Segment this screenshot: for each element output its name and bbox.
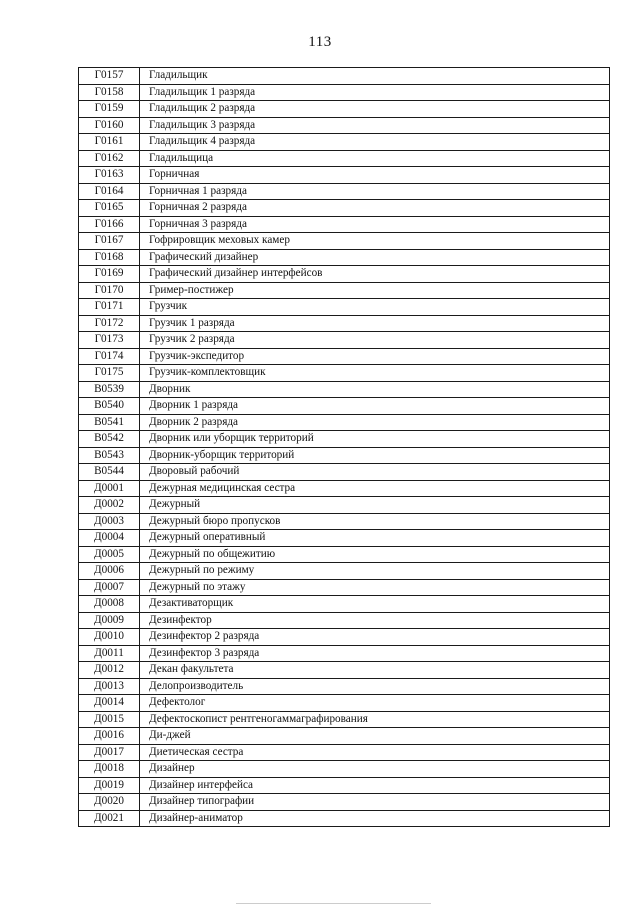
occupation-name-cell: Диетическая сестра	[140, 744, 610, 761]
table-row	[79, 266, 610, 283]
table-row	[79, 794, 610, 811]
occupation-code-cell: Г0174	[79, 348, 140, 365]
occupation-code-cell: Г0165	[79, 200, 140, 217]
occupation-table-body	[79, 68, 610, 827]
table-row	[79, 678, 610, 695]
occupation-name-cell: Дворник 2 разряда	[140, 414, 610, 431]
occupation-name-cell: Графический дизайнер	[140, 249, 610, 266]
table-row	[79, 299, 610, 316]
occupation-name-cell: Гофрировщик меховых камер	[140, 233, 610, 250]
occupation-code-cell: Г0166	[79, 216, 140, 233]
occupation-code-cell: В0542	[79, 431, 140, 448]
occupation-name-cell: Дворовый рабочий	[140, 464, 610, 481]
occupation-code-cell: В0541	[79, 414, 140, 431]
occupation-code-cell: Д0005	[79, 546, 140, 563]
occupation-name-cell: Дезактиваторщик	[140, 596, 610, 613]
table-row	[79, 348, 610, 365]
table-row	[79, 315, 610, 332]
occupation-code-cell: Г0159	[79, 101, 140, 118]
occupation-name-cell: Дежурная медицинская сестра	[140, 480, 610, 497]
table-row	[79, 447, 610, 464]
occupation-code-cell: Д0020	[79, 794, 140, 811]
occupation-code-cell: Д0006	[79, 563, 140, 580]
table-row	[79, 414, 610, 431]
occupation-code-cell: Д0010	[79, 629, 140, 646]
table-row	[79, 546, 610, 563]
occupation-name-cell: Гладильщик	[140, 68, 610, 85]
table-row	[79, 612, 610, 629]
occupation-name-cell: Делопроизводитель	[140, 678, 610, 695]
occupation-name-cell: Грузчик 1 разряда	[140, 315, 610, 332]
table-row	[79, 777, 610, 794]
occupation-code-cell: Г0169	[79, 266, 140, 283]
table-row	[79, 381, 610, 398]
occupation-code-cell: Д0002	[79, 497, 140, 514]
occupation-code-cell: Д0009	[79, 612, 140, 629]
occupation-code-cell: Д0019	[79, 777, 140, 794]
occupation-code-cell: Д0018	[79, 761, 140, 778]
occupation-name-cell: Дежурный по общежитию	[140, 546, 610, 563]
table-row	[79, 332, 610, 349]
occupation-name-cell: Дефектоскопист рентгеногаммаграфирования	[140, 711, 610, 728]
occupation-name-cell: Дефектолог	[140, 695, 610, 712]
table-row	[79, 167, 610, 184]
occupation-code-cell: Д0008	[79, 596, 140, 613]
occupation-name-cell: Дворник 1 разряда	[140, 398, 610, 415]
table-row	[79, 629, 610, 646]
occupation-code-cell: Г0162	[79, 150, 140, 167]
occupation-name-cell: Дежурный	[140, 497, 610, 514]
table-row	[79, 150, 610, 167]
occupation-table-container	[78, 67, 610, 827]
occupation-name-cell: Грузчик	[140, 299, 610, 316]
occupation-name-cell: Дизайнер-аниматор	[140, 810, 610, 827]
table-row	[79, 117, 610, 134]
occupation-code-cell: Г0167	[79, 233, 140, 250]
table-row	[79, 480, 610, 497]
table-row	[79, 744, 610, 761]
table-row	[79, 233, 610, 250]
table-row	[79, 695, 610, 712]
occupation-code-cell: Д0001	[79, 480, 140, 497]
occupation-name-cell: Декан факультета	[140, 662, 610, 679]
occupation-name-cell: Дежурный оперативный	[140, 530, 610, 547]
occupation-code-cell: Г0161	[79, 134, 140, 151]
occupation-name-cell: Грузчик-комплектовщик	[140, 365, 610, 382]
table-row	[79, 711, 610, 728]
table-row	[79, 68, 610, 85]
table-row	[79, 513, 610, 530]
occupation-name-cell: Гладильщик 3 разряда	[140, 117, 610, 134]
occupation-name-cell: Дворник	[140, 381, 610, 398]
occupation-name-cell: Гладильщик 1 разряда	[140, 84, 610, 101]
occupation-name-cell: Графический дизайнер интерфейсов	[140, 266, 610, 283]
table-row	[79, 216, 610, 233]
occupation-code-cell: Г0168	[79, 249, 140, 266]
table-row	[79, 728, 610, 745]
table-row	[79, 183, 610, 200]
table-row	[79, 662, 610, 679]
table-row	[79, 84, 610, 101]
occupation-code-cell: Д0015	[79, 711, 140, 728]
table-row	[79, 761, 610, 778]
table-row	[79, 579, 610, 596]
table-row	[79, 596, 610, 613]
table-row	[79, 398, 610, 415]
occupation-name-cell: Дворник или уборщик территорий	[140, 431, 610, 448]
occupation-code-cell: Г0157	[79, 68, 140, 85]
occupation-code-cell: В0539	[79, 381, 140, 398]
occupation-code-cell: Д0011	[79, 645, 140, 662]
occupation-name-cell: Дежурный по этажу	[140, 579, 610, 596]
occupation-code-cell: Г0172	[79, 315, 140, 332]
occupation-code-cell: В0544	[79, 464, 140, 481]
table-row	[79, 530, 610, 547]
page-number: 113	[308, 34, 332, 50]
occupation-name-cell: Грузчик-экспедитор	[140, 348, 610, 365]
occupation-name-cell: Дезинфектор 3 разряда	[140, 645, 610, 662]
occupation-code-cell: Г0163	[79, 167, 140, 184]
occupation-name-cell: Горничная 2 разряда	[140, 200, 610, 217]
occupation-code-cell: Д0016	[79, 728, 140, 745]
occupation-code-cell: Д0021	[79, 810, 140, 827]
table-row	[79, 464, 610, 481]
occupation-code-cell: Г0158	[79, 84, 140, 101]
occupation-name-cell: Грузчик 2 разряда	[140, 332, 610, 349]
table-row	[79, 134, 610, 151]
occupation-name-cell: Дизайнер	[140, 761, 610, 778]
occupation-table	[78, 67, 610, 827]
occupation-name-cell: Горничная 3 разряда	[140, 216, 610, 233]
occupation-name-cell: Горничная	[140, 167, 610, 184]
occupation-code-cell: Д0017	[79, 744, 140, 761]
occupation-name-cell: Гример-постижер	[140, 282, 610, 299]
table-row	[79, 365, 610, 382]
occupation-name-cell: Гладильщица	[140, 150, 610, 167]
occupation-code-cell: Д0007	[79, 579, 140, 596]
table-row	[79, 200, 610, 217]
occupation-name-cell: Дезинфектор	[140, 612, 610, 629]
table-row	[79, 497, 610, 514]
occupation-name-cell: Дизайнер типографии	[140, 794, 610, 811]
occupation-code-cell: Д0012	[79, 662, 140, 679]
table-row	[79, 282, 610, 299]
occupation-name-cell: Дезинфектор 2 разряда	[140, 629, 610, 646]
occupation-name-cell: Ди-джей	[140, 728, 610, 745]
occupation-code-cell: Г0170	[79, 282, 140, 299]
occupation-name-cell: Дежурный бюро пропусков	[140, 513, 610, 530]
occupation-code-cell: Д0014	[79, 695, 140, 712]
occupation-code-cell: Д0003	[79, 513, 140, 530]
occupation-code-cell: Г0173	[79, 332, 140, 349]
occupation-code-cell: Д0013	[79, 678, 140, 695]
table-row	[79, 645, 610, 662]
occupation-name-cell: Горничная 1 разряда	[140, 183, 610, 200]
table-row	[79, 101, 610, 118]
occupation-code-cell: Г0164	[79, 183, 140, 200]
occupation-name-cell: Гладильщик 2 разряда	[140, 101, 610, 118]
occupation-name-cell: Дворник-уборщик территорий	[140, 447, 610, 464]
occupation-name-cell: Дизайнер интерфейса	[140, 777, 610, 794]
scan-edge-line	[236, 903, 431, 904]
table-row	[79, 431, 610, 448]
occupation-code-cell: Г0175	[79, 365, 140, 382]
table-row	[79, 810, 610, 827]
occupation-code-cell: Г0160	[79, 117, 140, 134]
occupation-code-cell: Г0171	[79, 299, 140, 316]
table-row	[79, 249, 610, 266]
occupation-name-cell: Гладильщик 4 разряда	[140, 134, 610, 151]
occupation-code-cell: В0543	[79, 447, 140, 464]
occupation-code-cell: В0540	[79, 398, 140, 415]
table-row	[79, 563, 610, 580]
occupation-name-cell: Дежурный по режиму	[140, 563, 610, 580]
occupation-code-cell: Д0004	[79, 530, 140, 547]
